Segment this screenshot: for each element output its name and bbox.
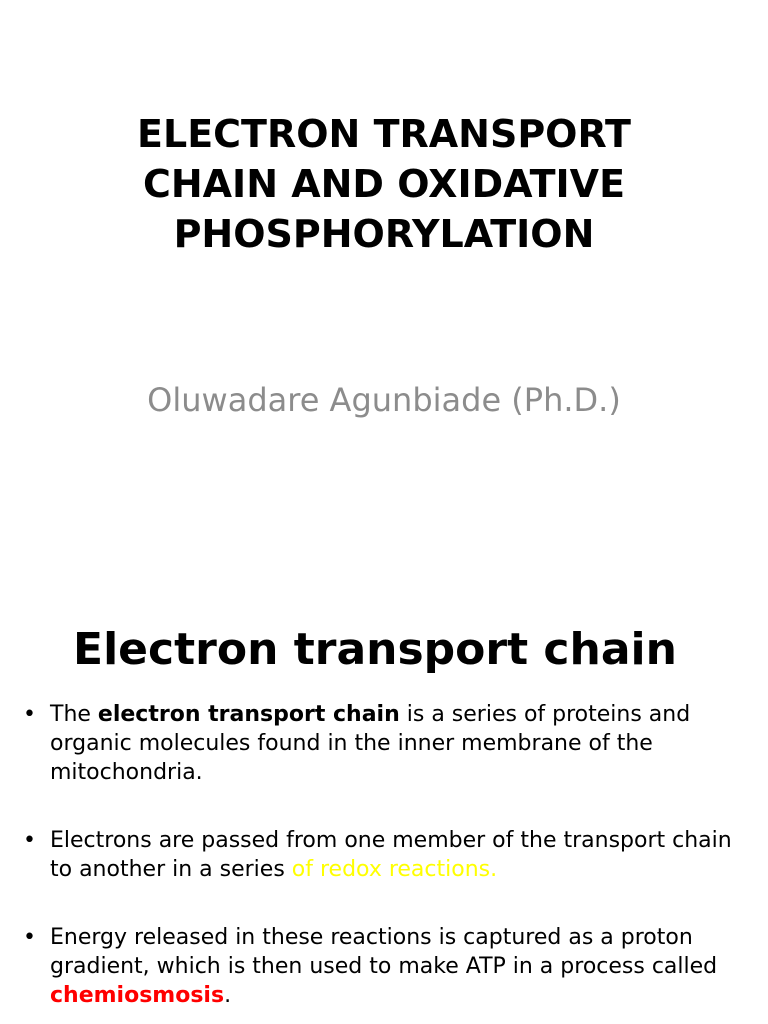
bullet-item-1: [0, 700, 768, 787]
bullet-marker: •: [23, 702, 36, 727]
bullet-1-text-post: is a series of proteins and organic molecules found in the inner membrane of the mitochondria.: [50, 702, 691, 785]
bullet-marker: •: [23, 828, 36, 853]
slide-2-title: Electron transport chain: [73, 624, 677, 675]
bullet-1-text-pre: The: [50, 702, 98, 727]
bullet-list: [0, 700, 768, 1010]
slide-1-subtitle: Oluwadare Agunbiade (Ph.D.): [147, 381, 621, 419]
bullet-2-text-highlight: of redox reactions.: [291, 857, 498, 882]
title-line-1: ELECTRON TRANSPORT: [137, 112, 631, 156]
bullet-marker: •: [23, 925, 36, 950]
bullet-1-text-bold: electron transport chain: [97, 702, 400, 727]
title-line-2: CHAIN AND OXIDATIVE: [142, 162, 626, 206]
bullet-3-text-highlight: chemiosmosis: [50, 983, 225, 1008]
bullet-3-text-post: .: [224, 983, 232, 1008]
bullet-item-3: [0, 923, 768, 1010]
title-line-3: PHOSPHORYLATION: [173, 212, 595, 256]
slide-2: [0, 590, 768, 1024]
slide-1-title: [0, 109, 768, 259]
bullet-2-text-pre: Electrons are passed from one member of the transport chain to another in a series: [50, 828, 732, 882]
bullet-item-2: [0, 826, 768, 884]
bullet-3-text-pre: Energy released in these reactions is captured as a proton gradient, which is then used to make ATP in a process called: [50, 925, 718, 979]
